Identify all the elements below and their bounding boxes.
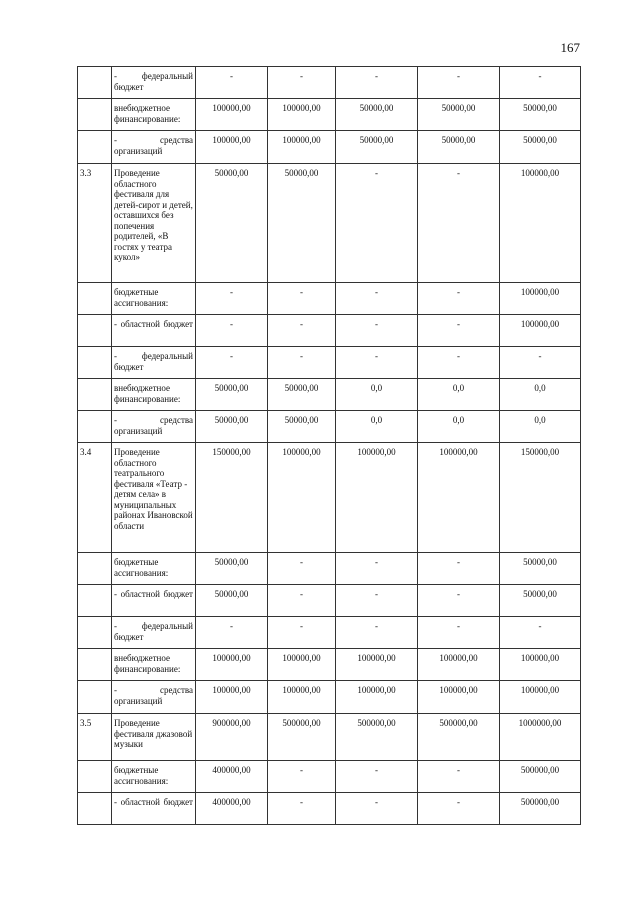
- funding-source-cell: бюджетные ассигнования:: [112, 553, 196, 585]
- amount-cell: -: [268, 553, 336, 585]
- section-number-cell: [78, 585, 112, 617]
- amount-cell: -: [500, 617, 581, 649]
- amount-cell: 500000,00: [500, 761, 581, 793]
- amount-cell: 50000,00: [196, 585, 268, 617]
- event-title-cell: Проведение фестиваля джазовой музыки: [112, 714, 196, 761]
- amount-cell: 100000,00: [336, 681, 418, 714]
- section-number-cell: [78, 99, 112, 131]
- amount-cell: 50000,00: [500, 131, 581, 164]
- amount-cell: 50000,00: [196, 411, 268, 443]
- amount-cell: -: [336, 315, 418, 347]
- amount-cell: -: [268, 585, 336, 617]
- section-number-cell: [78, 315, 112, 347]
- amount-cell: 500000,00: [268, 714, 336, 761]
- amount-cell: -: [196, 347, 268, 379]
- amount-cell: 150000,00: [500, 443, 581, 553]
- funding-source-cell: бюджетные ассигнования:: [112, 761, 196, 793]
- funding-source-cell: - федеральный бюджет: [112, 347, 196, 379]
- funding-source-cell: - областной бюджет: [112, 315, 196, 347]
- amount-cell: -: [268, 347, 336, 379]
- amount-cell: 500000,00: [418, 714, 500, 761]
- table-row: [78, 315, 581, 347]
- amount-cell: 50000,00: [500, 99, 581, 131]
- amount-cell: 0,0: [500, 411, 581, 443]
- amount-cell: -: [196, 315, 268, 347]
- amount-cell: 50000,00: [196, 379, 268, 411]
- amount-cell: 100000,00: [500, 649, 581, 681]
- amount-cell: -: [336, 283, 418, 315]
- amount-cell: 50000,00: [268, 411, 336, 443]
- funding-source-cell: - средства организаций: [112, 681, 196, 714]
- funding-source-cell: - областной бюджет: [112, 585, 196, 617]
- funding-source-cell: - средства организаций: [112, 131, 196, 164]
- amount-cell: 100000,00: [268, 131, 336, 164]
- section-number-cell: [78, 649, 112, 681]
- amount-cell: -: [196, 617, 268, 649]
- table-row: [78, 131, 581, 164]
- section-number-cell: [78, 131, 112, 164]
- amount-cell: 100000,00: [500, 164, 581, 283]
- amount-cell: 100000,00: [196, 131, 268, 164]
- event-title-cell: Проведение областного театрального фестиваля «Театр - детям села» в муниципальных районах Ивановской области: [112, 443, 196, 553]
- amount-cell: 100000,00: [418, 443, 500, 553]
- amount-cell: 100000,00: [418, 681, 500, 714]
- amount-cell: -: [418, 761, 500, 793]
- section-number-cell: 3.4: [78, 443, 112, 553]
- amount-cell: -: [336, 553, 418, 585]
- amount-cell: -: [268, 67, 336, 99]
- amount-cell: 50000,00: [418, 131, 500, 164]
- table-row: [78, 164, 581, 283]
- amount-cell: -: [268, 761, 336, 793]
- amount-cell: 50000,00: [336, 99, 418, 131]
- amount-cell: -: [268, 283, 336, 315]
- table-row: [78, 283, 581, 315]
- amount-cell: -: [268, 793, 336, 825]
- amount-cell: 400000,00: [196, 793, 268, 825]
- budget-table: [77, 66, 581, 825]
- amount-cell: 100000,00: [268, 443, 336, 553]
- amount-cell: -: [336, 347, 418, 379]
- table-row: [78, 411, 581, 443]
- page-number: 167: [560, 40, 580, 55]
- section-number-cell: [78, 283, 112, 315]
- amount-cell: -: [418, 164, 500, 283]
- amount-cell: 100000,00: [500, 283, 581, 315]
- section-number-cell: [78, 761, 112, 793]
- table-row: [78, 585, 581, 617]
- amount-cell: 50000,00: [500, 553, 581, 585]
- table-row: [78, 681, 581, 714]
- amount-cell: 100000,00: [336, 443, 418, 553]
- amount-cell: 100000,00: [196, 649, 268, 681]
- table-row: [78, 67, 581, 99]
- amount-cell: 0,0: [336, 411, 418, 443]
- funding-source-cell: внебюджетное финансирование:: [112, 379, 196, 411]
- table-row: [78, 761, 581, 793]
- amount-cell: -: [336, 585, 418, 617]
- funding-source-cell: внебюджетное финансирование:: [112, 99, 196, 131]
- table-row: [78, 553, 581, 585]
- amount-cell: -: [196, 283, 268, 315]
- amount-cell: 100000,00: [196, 681, 268, 714]
- amount-cell: -: [336, 164, 418, 283]
- table-row: [78, 714, 581, 761]
- amount-cell: 50000,00: [500, 585, 581, 617]
- amount-cell: 50000,00: [196, 164, 268, 283]
- amount-cell: -: [418, 67, 500, 99]
- amount-cell: 100000,00: [268, 681, 336, 714]
- amount-cell: 100000,00: [500, 681, 581, 714]
- table-row: [78, 347, 581, 379]
- funding-source-cell: бюджетные ассигнования:: [112, 283, 196, 315]
- amount-cell: 100000,00: [196, 99, 268, 131]
- amount-cell: 100000,00: [418, 649, 500, 681]
- amount-cell: -: [336, 793, 418, 825]
- amount-cell: -: [336, 67, 418, 99]
- section-number-cell: [78, 617, 112, 649]
- amount-cell: -: [418, 315, 500, 347]
- amount-cell: -: [418, 283, 500, 315]
- amount-cell: 50000,00: [336, 131, 418, 164]
- table-row: [78, 443, 581, 553]
- section-number-cell: [78, 553, 112, 585]
- funding-source-cell: внебюджетное финансирование:: [112, 649, 196, 681]
- amount-cell: 50000,00: [196, 553, 268, 585]
- amount-cell: 100000,00: [336, 649, 418, 681]
- amount-cell: -: [500, 347, 581, 379]
- section-number-cell: [78, 379, 112, 411]
- amount-cell: 50000,00: [268, 379, 336, 411]
- amount-cell: 50000,00: [418, 99, 500, 131]
- funding-source-cell: - средства организаций: [112, 411, 196, 443]
- table-row: [78, 99, 581, 131]
- section-number-cell: 3.5: [78, 714, 112, 761]
- amount-cell: 0,0: [336, 379, 418, 411]
- amount-cell: 0,0: [418, 379, 500, 411]
- amount-cell: 0,0: [418, 411, 500, 443]
- amount-cell: -: [418, 617, 500, 649]
- amount-cell: 1000000,00: [500, 714, 581, 761]
- event-title-cell: Проведение областного фестиваля для детей-сирот и детей, оставшихся без попечения родителей, «В гостях у театра кукол»: [112, 164, 196, 283]
- amount-cell: 150000,00: [196, 443, 268, 553]
- section-number-cell: [78, 411, 112, 443]
- amount-cell: 0,0: [500, 379, 581, 411]
- amount-cell: -: [268, 617, 336, 649]
- amount-cell: -: [196, 67, 268, 99]
- funding-source-cell: - федеральный бюджет: [112, 67, 196, 99]
- amount-cell: 100000,00: [268, 99, 336, 131]
- amount-cell: 500000,00: [336, 714, 418, 761]
- amount-cell: 500000,00: [500, 793, 581, 825]
- table-row: [78, 793, 581, 825]
- amount-cell: 100000,00: [500, 315, 581, 347]
- section-number-cell: [78, 347, 112, 379]
- amount-cell: 100000,00: [268, 649, 336, 681]
- funding-source-cell: - федеральный бюджет: [112, 617, 196, 649]
- amount-cell: -: [500, 67, 581, 99]
- amount-cell: -: [418, 553, 500, 585]
- section-number-cell: [78, 681, 112, 714]
- section-number-cell: [78, 793, 112, 825]
- section-number-cell: [78, 67, 112, 99]
- amount-cell: -: [336, 617, 418, 649]
- amount-cell: -: [418, 585, 500, 617]
- table-row: [78, 379, 581, 411]
- amount-cell: -: [336, 761, 418, 793]
- amount-cell: 400000,00: [196, 761, 268, 793]
- section-number-cell: 3.3: [78, 164, 112, 283]
- table-row: [78, 649, 581, 681]
- amount-cell: -: [418, 347, 500, 379]
- amount-cell: -: [418, 793, 500, 825]
- amount-cell: -: [268, 315, 336, 347]
- amount-cell: 50000,00: [268, 164, 336, 283]
- table-row: [78, 617, 581, 649]
- table-body: [78, 67, 581, 825]
- funding-source-cell: - областной бюджет: [112, 793, 196, 825]
- amount-cell: 900000,00: [196, 714, 268, 761]
